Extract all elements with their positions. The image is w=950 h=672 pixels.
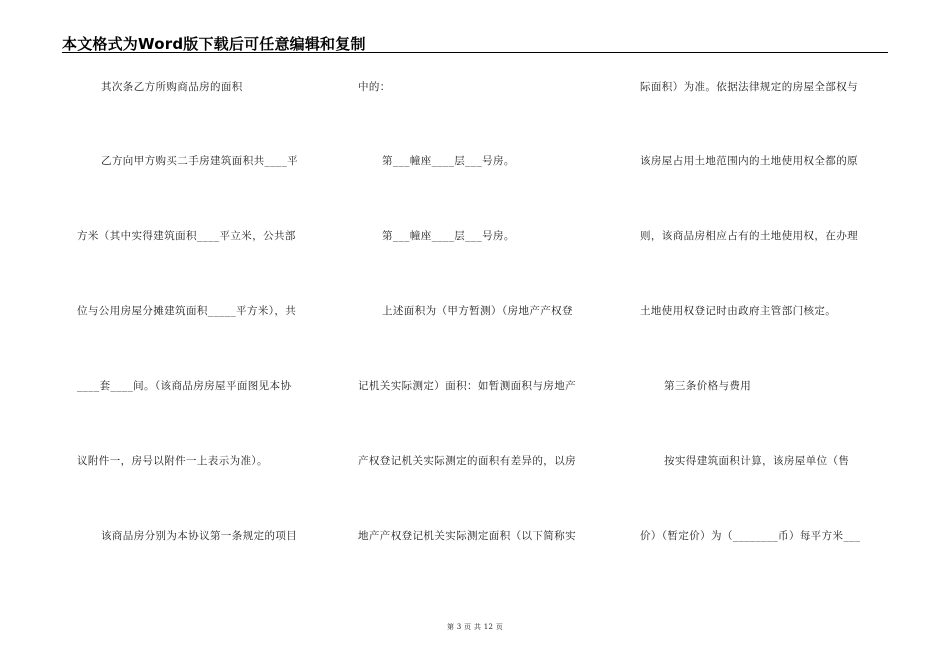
text-line: 按实得建筑面积计算，该房屋单位（售 <box>664 455 850 467</box>
text-column-3 <box>640 0 890 672</box>
text-line: 议附件一，房号以附件一上表示为准）。 <box>77 455 268 467</box>
text-line: 土地使用权登记时由政府主管部门核定。 <box>640 305 837 317</box>
text-line: 乙方向甲方购买二手房建筑面积共____平 <box>101 155 298 167</box>
text-line: ____套____间。（该商品房房屋平面图见本协 <box>77 380 292 392</box>
text-line: 该商品房分别为本协议第一条规定的项目 <box>101 530 298 542</box>
text-line: 价）（暂定价）为（________币）每平方米___ <box>640 530 861 542</box>
text-column-2 <box>358 0 608 672</box>
text-line: 第___幢座____层___号房。 <box>382 155 515 167</box>
page-number: 第 3 页 共 12 页 <box>446 623 504 631</box>
text-line: 其次条乙方所购商品房的面积 <box>101 81 243 93</box>
text-line: 地产产权登记机关实际测定面积（以下简称实 <box>358 530 576 542</box>
text-line: 位与公用房屋分摊建筑面积_____平方米），共 <box>77 305 297 317</box>
text-line: 际面积）为准。依据法律规定的房屋全部权与 <box>640 81 858 93</box>
text-line: 产权登记机关实际测定的面积有差异的，以房 <box>358 455 576 467</box>
text-line: 该房屋占用土地范围内的土地使用权全都的原 <box>640 155 858 167</box>
text-line: 第三条价格与费用 <box>664 380 752 392</box>
text-line: 方米（其中实得建筑面积____平立米，公共部 <box>77 230 296 242</box>
text-column-1 <box>77 0 327 672</box>
text-line: 中的： <box>358 81 391 93</box>
text-line: 上述面积为（甲方暂测）（房地产产权登 <box>382 305 573 317</box>
text-line: 记机关实际测定）面积：如暂测面积与房地产 <box>358 380 576 392</box>
text-line: 则，该商品房相应占有的土地使用权，在办理 <box>640 230 858 242</box>
text-line: 第___幢座____层___号房。 <box>382 230 515 242</box>
header-title: 本文格式为Word版下载后可任意编辑和复制 <box>62 35 366 53</box>
